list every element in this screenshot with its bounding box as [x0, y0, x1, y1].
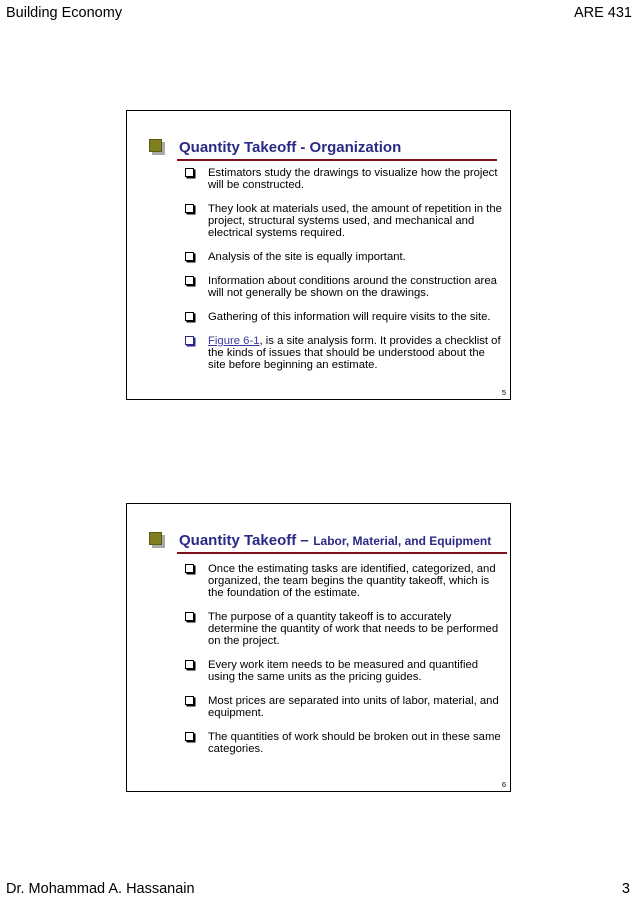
checkbox-bullet-icon [185, 276, 194, 285]
checkbox-bullet-icon [185, 204, 194, 213]
list-item: Most prices are separated into units of labor, material, and equipment. [181, 695, 504, 719]
list-item: Every work item needs to be measured and quantified using the same units as the pricing guides. [181, 659, 504, 683]
list-item: Gathering of this information will require visits to the site. [181, 311, 504, 323]
slide-6 [126, 503, 511, 792]
slide-page-number: 6 [501, 780, 506, 789]
checkbox-bullet-icon [185, 732, 194, 741]
list-item: Analysis of the site is equally important. [181, 251, 504, 263]
checkbox-bullet-icon [185, 336, 194, 345]
list-item: Once the estimating tasks are identified, categorized, and organized, the team begins the quantity takeoff, which is the foundation of the estimate. [181, 563, 504, 599]
checkbox-bullet-icon [185, 168, 194, 177]
checkbox-bullet-icon [185, 564, 194, 573]
header-left: Building Economy [6, 5, 123, 21]
checkbox-bullet-icon [185, 252, 194, 261]
checkbox-bullet-icon [185, 312, 194, 321]
list-item: The purpose of a quantity takeoff is to accurately determine the quantity of work that needs to be performed on the project. [181, 611, 504, 647]
bullet-list [181, 563, 504, 767]
figure-link[interactable]: Figure 6-1 [208, 335, 260, 347]
title-rule [177, 552, 507, 554]
slide-title: Quantity Takeoff – Labor, Material, and Equipment [179, 532, 492, 549]
slide-5 [126, 110, 511, 400]
checkbox-bullet-icon [185, 612, 194, 621]
footer-page-number: 3 [621, 881, 630, 897]
title-rule [177, 159, 497, 161]
list-item: Information about conditions around the construction area will not generally be shown on the drawings. [181, 275, 504, 299]
slide-logo-icon [149, 139, 165, 155]
list-item: They look at materials used, the amount of repetition in the project, structural systems used, and mechanical and electrical systems required. [181, 203, 504, 239]
header-right: ARE 431 [573, 5, 632, 21]
slide-page-number: 5 [501, 388, 506, 397]
list-item: Figure 6-1, is a site analysis form. It provides a checklist of the kinds of issues that should be understood about the site before beginning an estimate. [181, 335, 504, 371]
bullet-list [181, 167, 504, 383]
list-item: Estimators study the drawings to visualize how the project will be constructed. [181, 167, 504, 191]
checkbox-bullet-icon [185, 696, 194, 705]
slide-title: Quantity Takeoff - Organization [179, 139, 402, 156]
checkbox-bullet-icon [185, 660, 194, 669]
footer-left: Dr. Mohammad A. Hassanain [6, 881, 195, 897]
list-item: The quantities of work should be broken out in these same categories. [181, 731, 504, 755]
slide-logo-icon [149, 532, 165, 548]
